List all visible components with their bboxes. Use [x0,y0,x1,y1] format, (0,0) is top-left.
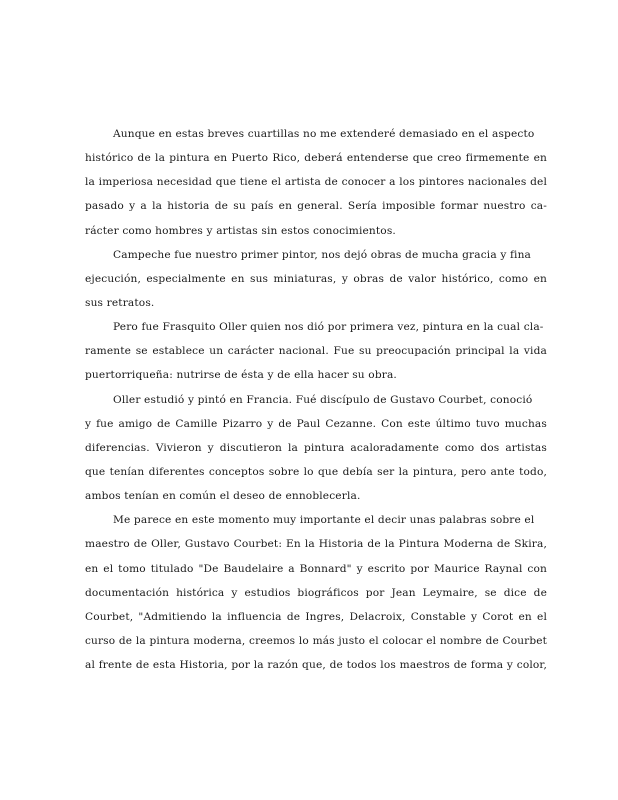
paragraph-1-line-1: Aunque en estas breves cuartillas no me extenderé demasiado en el aspecto [113,128,535,140]
paragraph-4-line-3: diferencias. Vivieron y discutieron la pintura acaloradamente como dos artistas [85,441,547,454]
paragraph-1-line-2: histórico de la pintura en Puerto Rico, deberá entenderse que creo firmemente en [85,152,547,165]
paragraph-4-line-4: que tenían diferentes conceptos sobre lo que debía ser la pintura, pero ante todo, [85,465,547,478]
paragraph-5-line-2: maestro de Oller, Gustavo Courbet: En la Historia de la Pintura Moderna de Skira, [85,538,547,551]
paragraph-5-line-3: en el tomo titulado "De Baudelaire a Bonnard" y escrito por Maurice Raynal con [85,562,547,575]
paragraph-5-line-5: Courbet, "Admitiendo la influencia de Ingres, Delacroix, Constable y Corot en el [85,610,547,623]
paragraph-5-line-6: curso de la pintura moderna, creemos lo más justo el colocar el nombre de Courbet [85,634,547,647]
paragraph-1-line-5: rácter como hombres y artistas sin estos conocimientos. [85,224,396,237]
paragraph-4-line-2: y fue amigo de Camille Pizarro y de Paul Cezanne. Con este último tuvo muchas [85,417,547,430]
paragraph-1-line-3: la imperiosa necesidad que tiene el artista de conocer a los pintores nacionales del [85,176,547,189]
paragraph-4-line-5: ambos tenían en común el deseo de ennoblecerla. [85,490,361,503]
paragraph-4-line-1: Oller estudió y pintó en Francia. Fué discípulo de Gustavo Courbet, conoció [113,393,533,406]
paragraph-2-line-2: ejecución, especialmente en sus miniaturas, y obras de valor histórico, como en [85,272,547,285]
paragraph-2-line-3: sus retratos. [85,296,155,309]
paragraph-3-line-2: ramente se establece un carácter nacional. Fue su preocupación principal la vida [85,345,547,358]
paragraph-5-line-7: al frente de esta Historia, por la razón que, de todos los maestros de forma y color, [85,659,547,672]
paragraph-1-line-4: pasado y a la historia de su país en general. Sería imposible formar nuestro ca- [85,200,547,213]
paragraph-3-line-1: Pero fue Frasquito Oller quien nos dió por primera vez, pintura en la cual cla- [113,321,544,334]
paragraph-3-line-3: puertorriqueña: nutrirse de ésta y de ella hacer su obra. [85,369,397,382]
paragraph-5-line-1: Me parece en este momento muy importante el decir unas palabras sobre el [113,514,535,527]
paragraph-2-line-1: Campeche fue nuestro primer pintor, nos dejó obras de mucha gracia y fina [113,248,532,261]
paragraph-5-line-4: documentación histórica y estudios biográficos por Jean Leymaire, se dice de [85,586,547,599]
body-text [85,122,547,677]
